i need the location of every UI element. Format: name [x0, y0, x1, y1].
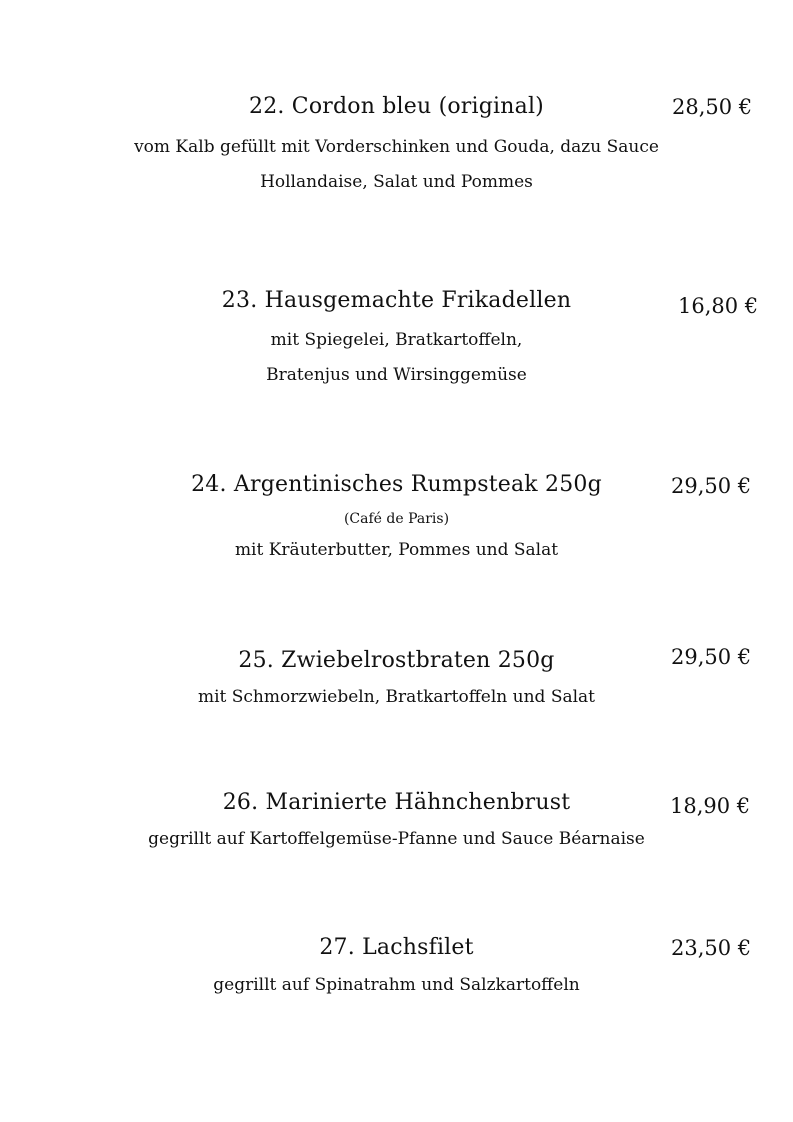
item-description: Bratenjus und Wirsinggemüse	[266, 365, 527, 385]
item-description: mit Schmorzwiebeln, Bratkartoffeln und Salat	[197, 687, 596, 707]
item-title: 23. Hausgemachte Frikadellen	[221, 288, 572, 313]
item-description: mit Kräuterbutter, Pommes und Salat	[234, 540, 559, 560]
item-title: 26. Marinierte Hähnchenbrust	[222, 790, 571, 815]
item-description: gegrillt auf Spinatrahm und Salzkartoffeln	[213, 975, 580, 995]
item-description: vom Kalb gefüllt mit Vorderschinken und Gouda, dazu Sauce	[134, 137, 659, 157]
item-price: 18,90 €	[670, 794, 751, 818]
item-title: 27. Lachsfilet	[319, 935, 474, 960]
item-price: 23,50 €	[671, 936, 752, 960]
item-title: 24. Argentinisches Rumpsteak 250g	[191, 472, 602, 497]
item-price: 16,80 €	[678, 294, 759, 318]
item-note: (Café de Paris)	[343, 511, 450, 527]
item-title: 22. Cordon bleu (original)	[249, 94, 544, 119]
item-title: 25. Zwiebelrostbraten 250g	[238, 648, 555, 673]
item-price: 29,50 €	[671, 474, 752, 498]
item-price: 28,50 €	[672, 95, 753, 119]
item-price: 29,50 €	[671, 645, 752, 669]
item-description: mit Spiegelei, Bratkartoffeln,	[270, 330, 523, 350]
item-description: gegrillt auf Kartoffelgemüse-Pfanne und Sauce Béarnaise	[148, 829, 645, 849]
item-description: Hollandaise, Salat und Pommes	[260, 172, 533, 192]
